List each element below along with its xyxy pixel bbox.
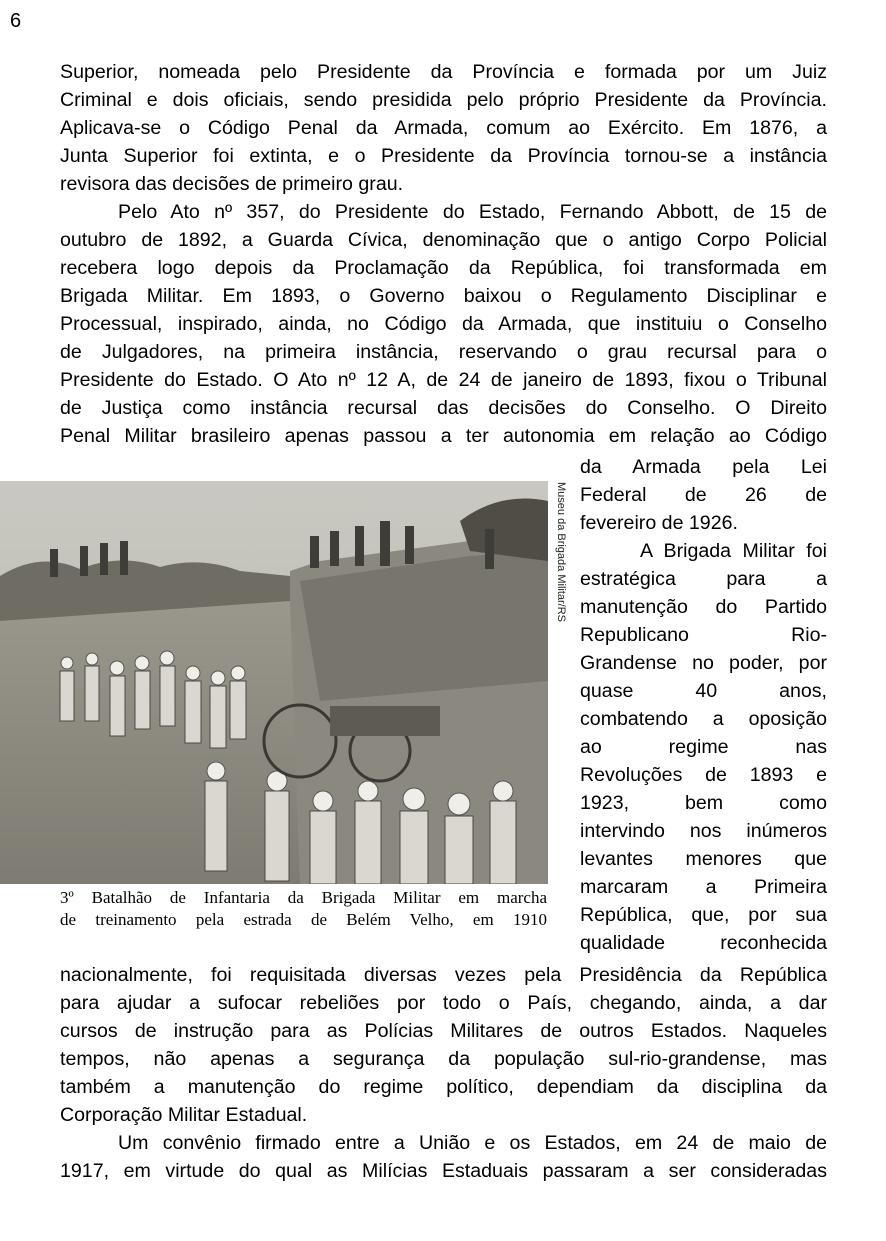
body-line: quase 40 anos, [580,680,827,702]
body-line: de Julgadores, na primeira instância, reservando o grau recursal para o [60,341,827,363]
body-line: Corporação Militar Estadual. [60,1104,308,1126]
photo-caption-line: 3º Batalhão de Infantaria da Brigada Militar em marcha [60,888,547,907]
body-line: Processual, inspirado, ainda, no Código da Armada, que instituiu o Conselho [60,313,827,335]
body-line: estratégica para a [580,568,827,590]
body-line: 1923, bem como [580,792,827,814]
body-line: Republicano Rio- [580,624,827,646]
body-line: também a manutenção do regime político, dependiam da disciplina da [60,1076,827,1098]
body-line: de Justiça como instância recursal das decisões do Conselho. O Direito [60,397,827,419]
body-line: outubro de 1892, a Guarda Cívica, denominação que o antigo Corpo Policial [60,229,827,251]
body-line: Aplicava-se o Código Penal da Armada, comum ao Exército. Em 1876, a [60,117,827,139]
body-line: combatendo a oposição [580,708,827,730]
body-line: República, que, por sua [580,904,827,926]
historical-photo [0,481,548,884]
body-line: Um convênio firmado entre a União e os Estados, em 24 de maio de [118,1132,827,1154]
body-line: Revoluções de 1893 e [580,764,827,786]
body-line: tempos, não apenas a segurança da população sul-rio-grandense, mas [60,1048,827,1070]
body-line: manutenção do Partido [580,596,827,618]
photo-credit: Museu da Brigada Militar/RS [555,482,567,623]
body-line: fevereiro de 1926. [580,512,738,534]
body-line: nacionalmente, foi requisitada diversas vezes pela Presidência da República [60,964,827,986]
body-line: Junta Superior foi extinta, e o Presidente da Província tornou-se a instância [60,145,827,167]
body-line: para ajudar a sufocar rebeliões por todo o País, chegando, ainda, a dar [60,992,827,1014]
body-line: Grandense no poder, por [580,652,827,674]
body-line: Presidente do Estado. O Ato nº 12 A, de 24 de janeiro de 1893, fixou o Tribunal [60,369,827,391]
body-line: Superior, nomeada pelo Presidente da Província e formada por um Juiz [60,61,827,83]
body-line: intervindo nos inúmeros [580,820,827,842]
body-line: cursos de instrução para as Polícias Militares de outros Estados. Naqueles [60,1020,827,1042]
body-line: levantes menores que [580,848,827,870]
body-line: ao regime nas [580,736,827,758]
body-line: marcaram a Primeira [580,876,827,898]
body-line: revisora das decisões de primeiro grau. [60,173,404,195]
body-line: recebera logo depois da Proclamação da República, foi transformada em [60,257,827,279]
body-line: Criminal e dois oficiais, sendo presidida pelo próprio Presidente da Província. [60,89,827,111]
body-line: Brigada Militar. Em 1893, o Governo baixou o Regulamento Disciplinar e [60,285,827,307]
body-line: Penal Militar brasileiro apenas passou a ter autonomia em relação ao Código [60,425,827,447]
body-line: da Armada pela Lei [580,456,827,478]
body-line: qualidade reconhecida [580,932,827,954]
photo-caption-line: de treinamento pela estrada de Belém Velho, em 1910 [60,910,547,929]
body-line: Federal de 26 de [580,484,827,506]
body-line: A Brigada Militar foi [640,540,827,562]
page-number: 6 [10,10,22,32]
body-line: Pelo Ato nº 357, do Presidente do Estado, Fernando Abbott, de 15 de [118,201,827,223]
body-line: 1917, em virtude do qual as Milícias Estaduais passaram a ser consideradas [60,1160,827,1182]
